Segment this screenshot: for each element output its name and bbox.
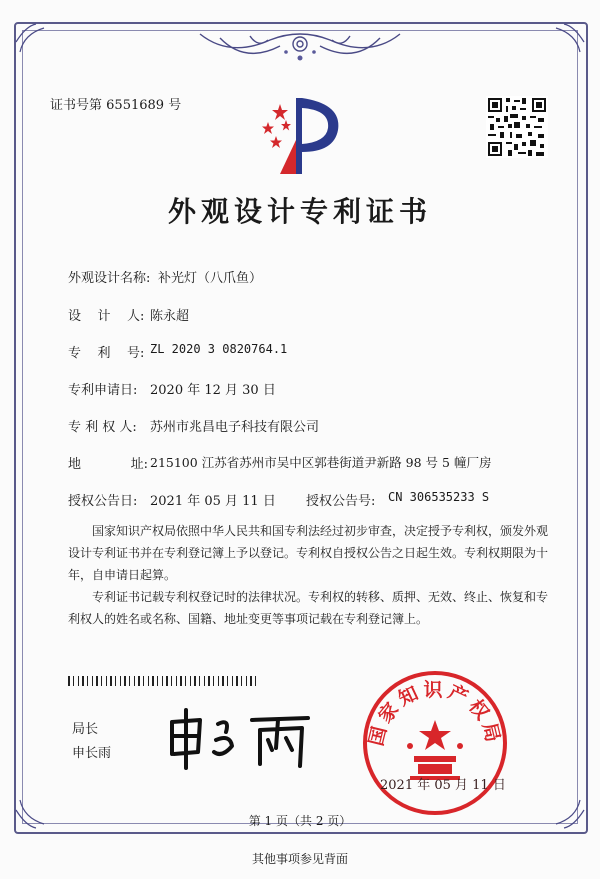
seal-text: 国家知识产权局 xyxy=(365,679,505,749)
barcode xyxy=(68,676,258,686)
filing-date-value: 2020 年 12 月 30 日 xyxy=(150,383,276,398)
filing-date-label: 专利申请日: xyxy=(68,383,138,398)
certificate-title: 外观设计专利证书 xyxy=(167,195,432,228)
grant-date-label: 授权公告日: xyxy=(68,494,138,509)
corner-ornament-tr xyxy=(546,22,586,62)
body-para1-line3: 年，自申请日起算。 xyxy=(68,568,177,582)
design-name-label: 外观设计名称: xyxy=(68,271,151,286)
patentee-label: 专 利 权 人: xyxy=(68,420,137,435)
address-label: 地 址: xyxy=(68,457,148,472)
body-para1-line1: 国家知识产权局依照中华人民共和国专利法经过初步审查，决定授予专利权，颁发外观 xyxy=(92,524,549,538)
body-para1-line2: 设计专利证书并在专利登记簿上予以登记。专利权自授权公告之日起生效。专利权期限为十 xyxy=(68,546,549,560)
design-name-value: 补光灯（八爪鱼） xyxy=(158,271,263,286)
official-seal xyxy=(360,668,510,818)
grant-no-label: 授权公告号: xyxy=(306,494,376,509)
patentee-value: 苏州市兆昌电子科技有限公司 xyxy=(150,420,320,435)
corner-ornament-tl xyxy=(14,22,54,62)
patent-no-label: 专 利 号: xyxy=(68,346,145,361)
designer-label: 设 计 人: xyxy=(68,309,145,324)
top-ornament xyxy=(190,28,410,72)
cert-no-value: 6551689 xyxy=(106,98,165,113)
page-indicator: 第 1 页（共 2 页） xyxy=(248,814,352,828)
qr-code xyxy=(486,96,548,158)
certificate-number xyxy=(50,94,181,113)
patent-no-value: ZL 2020 3 0820764.1 xyxy=(150,342,288,356)
grant-no-value: CN 306535233 S xyxy=(388,490,490,504)
body-para2-line2: 利权人的姓名或名称、国籍、地址变更等事项记载在专利登记簿上。 xyxy=(68,612,429,626)
seal-date: 2021 年 05 月 11 日 xyxy=(380,778,506,793)
cert-no-suffix: 号 xyxy=(168,98,182,113)
patent-office-logo xyxy=(250,90,350,180)
director-title: 局长 xyxy=(72,722,99,737)
director-signature xyxy=(160,702,320,772)
cert-no-label: 证书号第 xyxy=(50,98,103,113)
body-para2-line1: 专利证书记载专利权登记时的法律状况。专利权的转移、质押、无效、终止、恢复和专 xyxy=(92,590,549,604)
director-name: 申长雨 xyxy=(72,746,112,761)
designer-value: 陈永超 xyxy=(150,309,190,324)
footer-note: 其他事项参见背面 xyxy=(251,852,348,866)
address-value: 215100 江苏省苏州市吴中区郭巷街道尹新路 98 号 5 幢厂房 xyxy=(150,455,492,470)
grant-date-value: 2021 年 05 月 11 日 xyxy=(150,494,276,509)
